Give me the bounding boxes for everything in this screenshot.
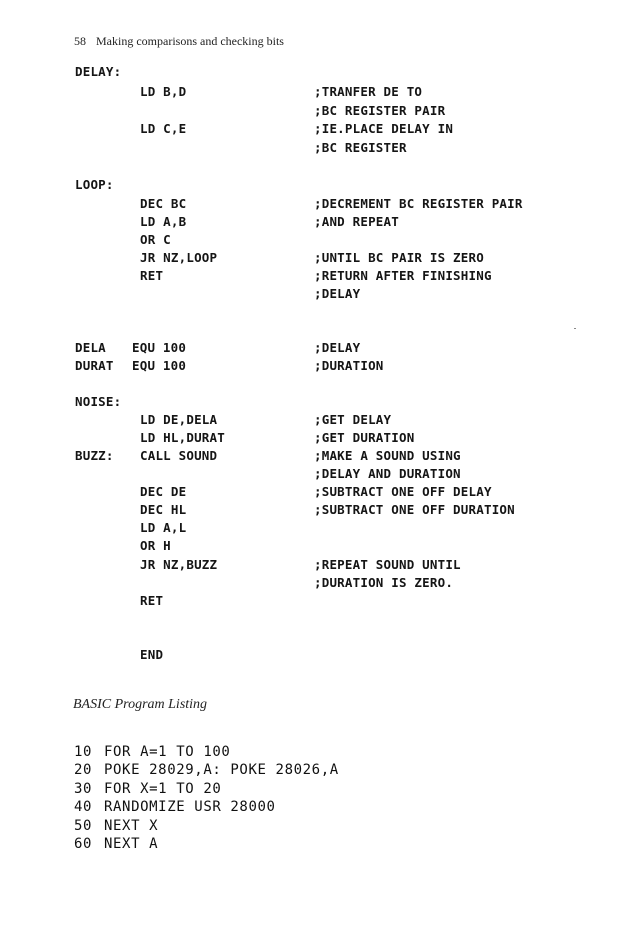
- code-instruction: RET: [140, 593, 164, 608]
- code-instruction: DEC BC: [140, 196, 187, 211]
- code-directive: EQU 100: [132, 358, 187, 373]
- code-line: [0, 340, 630, 358]
- code-instruction: JR NZ,LOOP: [140, 250, 218, 265]
- basic-line: [74, 762, 339, 780]
- code-line: [0, 466, 630, 484]
- code-comment: ;DURATION: [314, 358, 384, 373]
- code-instruction: DEC HL: [140, 502, 187, 517]
- code-line: [0, 250, 630, 268]
- running-title: Making comparisons and checking bits: [96, 34, 284, 48]
- line-number: 40: [74, 799, 93, 816]
- code-label: DELA: [75, 340, 106, 355]
- code-comment: ;DELAY: [314, 340, 361, 355]
- basic-line: [74, 818, 339, 836]
- code-instruction: OR H: [140, 538, 171, 553]
- code-line: [0, 448, 630, 466]
- code-line: [0, 214, 630, 232]
- code-comment: ;DURATION IS ZERO.: [314, 575, 454, 590]
- code-comment: ;DELAY: [314, 286, 361, 301]
- code-instruction: LD DE,DELA: [140, 412, 218, 427]
- code-comment: ;BC REGISTER: [314, 140, 407, 155]
- code-instruction: DEC DE: [140, 484, 187, 499]
- section-heading: BASIC Program Listing: [73, 697, 208, 712]
- code-instruction: LD C,E: [140, 121, 187, 136]
- code-comment: ;AND REPEAT: [314, 214, 399, 229]
- code-comment: ;GET DURATION: [314, 430, 415, 445]
- code-comment: ;SUBTRACT ONE OFF DELAY: [314, 484, 492, 499]
- code-line: [0, 430, 630, 448]
- code-label: BUZZ:: [75, 448, 114, 463]
- page-number: 58: [74, 34, 86, 48]
- code-line: [0, 84, 630, 102]
- code-line: [0, 358, 630, 376]
- code-instruction: LD B,D: [140, 84, 187, 99]
- code-line: [0, 412, 630, 430]
- basic-listing: [74, 744, 339, 854]
- code-line: [0, 647, 630, 665]
- basic-code: NEXT A: [104, 835, 159, 852]
- code-line: [0, 177, 630, 195]
- code-line: [0, 484, 630, 502]
- code-instruction: LD A,L: [140, 520, 187, 535]
- code-line: [0, 121, 630, 139]
- code-comment: ;REPEAT SOUND UNTIL: [314, 557, 461, 572]
- basic-line: [74, 799, 339, 817]
- code-line: [0, 268, 630, 286]
- line-number: 10: [74, 744, 93, 760]
- code-line: [0, 575, 630, 593]
- code-label: LOOP:: [75, 177, 114, 192]
- code-instruction: LD HL,DURAT: [140, 430, 225, 445]
- line-number: 60: [74, 835, 93, 852]
- code-instruction: OR C: [140, 232, 171, 247]
- line-number: 30: [74, 780, 93, 797]
- code-label: DELAY:: [75, 64, 122, 79]
- code-comment: ;UNTIL BC PAIR IS ZERO: [314, 250, 484, 265]
- code-comment: ;BC REGISTER PAIR: [314, 103, 446, 118]
- code-comment: ;DECREMENT BC REGISTER PAIR: [314, 196, 523, 211]
- code-line: [0, 394, 630, 412]
- scan-speck: [574, 328, 576, 329]
- code-comment: ;RETURN AFTER FINISHING: [314, 268, 492, 283]
- basic-code: RANDOMIZE USR 28000: [104, 799, 276, 816]
- code-instruction: RET: [140, 268, 164, 283]
- code-comment: ;SUBTRACT ONE OFF DURATION: [314, 502, 515, 517]
- code-label: DURAT: [75, 358, 114, 373]
- basic-line: [74, 744, 339, 762]
- basic-line: [74, 836, 339, 854]
- code-line: [0, 520, 630, 538]
- code-comment: ;IE.PLACE DELAY IN: [314, 121, 454, 136]
- code-directive: EQU 100: [132, 340, 187, 355]
- basic-code: POKE 28029,A: POKE 28026,A: [104, 762, 339, 779]
- code-line: [0, 140, 630, 158]
- code-comment: ;GET DELAY: [314, 412, 392, 427]
- code-line: [0, 593, 630, 611]
- basic-code: FOR A=1 TO 100: [104, 744, 231, 760]
- code-line: [0, 502, 630, 520]
- code-instruction: END: [140, 647, 164, 662]
- basic-line: [74, 781, 339, 799]
- code-line: [0, 232, 630, 250]
- code-comment: ;DELAY AND DURATION: [314, 466, 461, 481]
- basic-code: NEXT X: [104, 817, 159, 834]
- code-line: [0, 103, 630, 121]
- code-line: [0, 196, 630, 214]
- code-comment: ;MAKE A SOUND USING: [314, 448, 461, 463]
- code-instruction: CALL SOUND: [140, 448, 218, 463]
- code-line: [0, 557, 630, 575]
- code-instruction: JR NZ,BUZZ: [140, 557, 218, 572]
- code-line: [0, 538, 630, 556]
- line-number: 50: [74, 817, 93, 834]
- code-label: NOISE:: [75, 394, 122, 409]
- basic-code: FOR X=1 TO 20: [104, 780, 222, 797]
- code-comment: ;TRANFER DE TO: [314, 84, 423, 99]
- code-line: [0, 286, 630, 304]
- line-number: 20: [74, 762, 93, 779]
- code-line: [0, 64, 630, 82]
- code-instruction: LD A,B: [140, 214, 187, 229]
